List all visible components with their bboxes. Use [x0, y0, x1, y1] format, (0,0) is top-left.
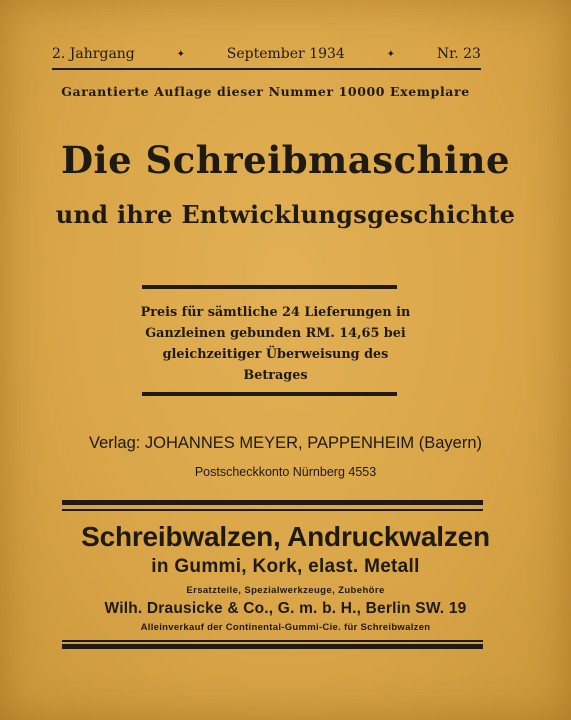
- ad-rule-top: [62, 500, 483, 505]
- price-line: Preis für sämtliche 24 Lieferungen in: [140, 305, 411, 320]
- volume-label: 2. Jahrgang: [52, 46, 135, 62]
- ad-subline: in Gummi, Kork, elast. Metall: [151, 556, 420, 577]
- separator-icon: ✦: [386, 48, 396, 60]
- ad-headline: Schreibwalzen, Andruckwalzen: [81, 521, 490, 552]
- price-rule-top: [142, 285, 397, 289]
- price-rule-bottom: [142, 392, 397, 396]
- issue-number: Nr. 23: [436, 46, 481, 62]
- masthead-rule: [52, 68, 481, 70]
- ad-footer: Alleinverkauf der Continental-Gummi-Cie. für Schreibwalzen: [140, 622, 431, 633]
- main-title: Die Schreibmaschine: [60, 138, 511, 182]
- ad-firm-name: Wilh. Drausicke & Co., G. m. b. H., Berlin SW. 19: [104, 600, 467, 617]
- price-line: gleichzeitiger Überweisung des Betrages: [162, 347, 389, 383]
- publisher-line: Verlag: JOHANNES MEYER, PAPPENHEIM (Bayern): [88, 434, 483, 452]
- ad-rule-bottom: [62, 644, 483, 649]
- ad-rule-bottom-thin: [62, 640, 483, 642]
- circulation-guarantee: Garantierte Auflage dieser Nummer 10000 Exemplare: [61, 84, 470, 99]
- price-notice: [130, 302, 421, 386]
- ad-rule-top-thin: [62, 509, 483, 511]
- postal-account: Postscheckkonto Nürnberg 4553: [194, 465, 377, 479]
- ad-parts-line: Ersatzteile, Spezialwerkzeuge, Zubehöre: [186, 585, 385, 596]
- subtitle: und ihre Entwicklungsgeschichte: [55, 200, 516, 229]
- separator-icon: ✦: [176, 48, 185, 60]
- issue-date: September 1934: [226, 46, 345, 62]
- masthead-line: [52, 46, 481, 62]
- price-line: Ganzleinen gebunden RM. 14,65 bei: [145, 326, 406, 341]
